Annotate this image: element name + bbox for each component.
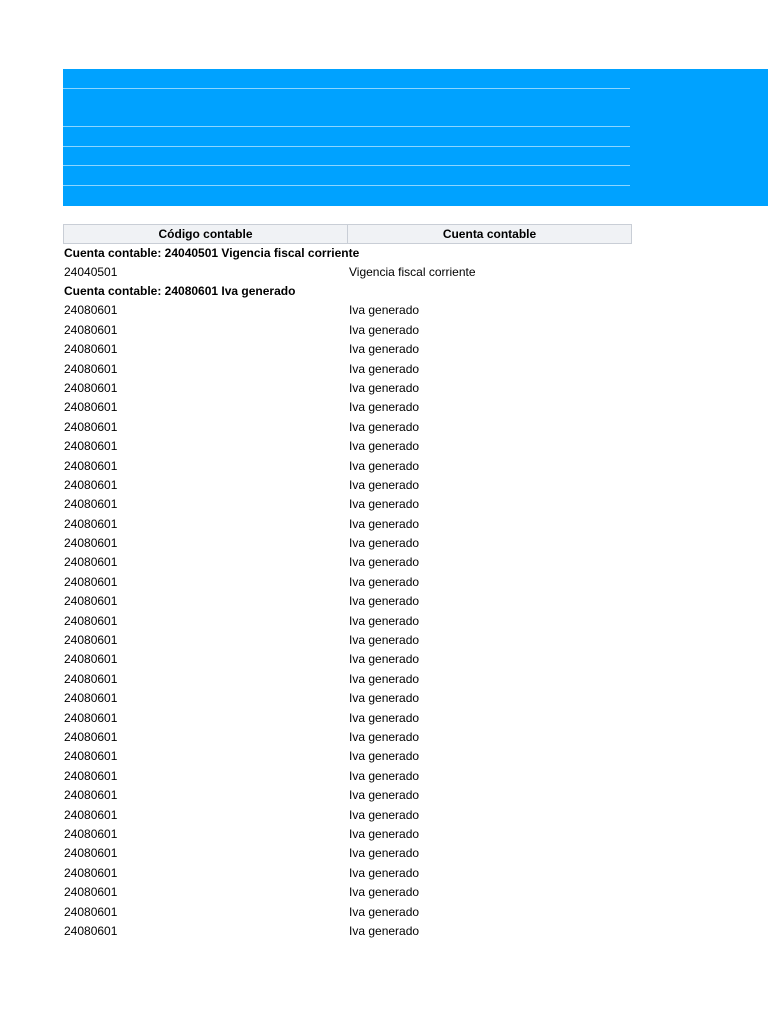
table-row [63, 457, 632, 476]
cell-codigo: 24080601 [64, 322, 118, 337]
table-row [63, 844, 632, 863]
table-row [63, 553, 632, 572]
table-row [63, 922, 632, 941]
header-divider [63, 126, 630, 127]
cell-cuenta: Iva generado [349, 691, 420, 706]
cell-codigo: 24080601 [64, 652, 118, 667]
cell-cuenta: Iva generado [349, 555, 420, 570]
cell-cuenta: Iva generado [349, 788, 420, 803]
table-row [63, 767, 632, 786]
table-row [63, 650, 632, 669]
header-divider [63, 185, 630, 186]
cell-codigo: 24080601 [64, 729, 118, 744]
cell-cuenta: Vigencia fiscal corriente [349, 265, 476, 279]
table-row [63, 728, 632, 747]
table-row [63, 883, 632, 902]
cell-codigo: 24080601 [64, 574, 118, 589]
cell-cuenta: Iva generado [349, 322, 420, 337]
cell-codigo: 24080601 [64, 342, 118, 357]
cell-cuenta: Iva generado [349, 613, 420, 628]
table-row [63, 437, 632, 456]
cell-cuenta: Iva generado [349, 439, 420, 454]
table-row [63, 379, 632, 398]
cell-codigo: 24080601 [64, 749, 118, 764]
cell-cuenta: Iva generado [349, 594, 420, 609]
table-row [63, 747, 632, 766]
cell-codigo: 24080601 [64, 439, 118, 454]
accounts-table [63, 224, 632, 941]
cell-cuenta: Iva generado [349, 400, 420, 415]
cell-cuenta: Iva generado [349, 671, 420, 686]
header-divider [63, 88, 630, 89]
table-row [63, 670, 632, 689]
report-header-band [63, 69, 768, 206]
table-row [63, 321, 632, 340]
cell-codigo: 24080601 [64, 380, 118, 395]
table-row [63, 476, 632, 495]
cell-cuenta: Iva generado [349, 380, 420, 395]
table-row [63, 534, 632, 553]
group-title: Cuenta contable: 24040501 Vigencia fiscal corriente [64, 246, 360, 260]
cell-codigo: 24080601 [64, 477, 118, 492]
table-row [63, 301, 632, 320]
table-row [63, 418, 632, 437]
cell-cuenta: Iva generado [349, 904, 420, 919]
cell-codigo: 24080601 [64, 536, 118, 551]
cell-cuenta: Iva generado [349, 807, 420, 822]
cell-cuenta: Iva generado [349, 749, 420, 764]
cell-codigo: 24080601 [64, 923, 118, 938]
cell-cuenta: Iva generado [349, 865, 420, 880]
cell-codigo: 24080601 [64, 865, 118, 880]
cell-codigo: 24080601 [64, 846, 118, 861]
cell-cuenta: Iva generado [349, 303, 420, 318]
table-row [63, 398, 632, 417]
cell-codigo: 24080601 [64, 613, 118, 628]
cell-cuenta: Iva generado [349, 885, 420, 900]
cell-codigo: 24080601 [64, 516, 118, 531]
cell-codigo: 24080601 [64, 594, 118, 609]
cell-codigo: 24080601 [64, 826, 118, 841]
table-row [63, 631, 632, 650]
table-row [63, 573, 632, 592]
table-row [63, 825, 632, 844]
cell-codigo: 24080601 [64, 904, 118, 919]
cell-cuenta: Iva generado [349, 826, 420, 841]
header-divider [63, 146, 630, 147]
cell-cuenta: Iva generado [349, 652, 420, 667]
table-row [63, 786, 632, 805]
table-row [63, 515, 632, 534]
cell-cuenta: Iva generado [349, 574, 420, 589]
column-header-cuenta: Cuenta contable [442, 227, 537, 241]
cell-codigo: 24080601 [64, 497, 118, 512]
table-row [63, 709, 632, 728]
header-divider [63, 165, 630, 166]
group-title: Cuenta contable: 24080601 Iva generado [64, 284, 296, 299]
cell-codigo: 24080601 [64, 885, 118, 900]
table-row [63, 263, 632, 282]
cell-codigo: 24080601 [64, 671, 118, 686]
table-row [63, 903, 632, 922]
table-body [63, 244, 632, 941]
table-row [63, 592, 632, 611]
cell-cuenta: Iva generado [349, 361, 420, 376]
table-row [63, 689, 632, 708]
cell-codigo: 24080601 [64, 419, 118, 434]
cell-codigo: 24080601 [64, 710, 118, 725]
cell-cuenta: Iva generado [349, 342, 420, 357]
cell-codigo: 24080601 [64, 807, 118, 822]
table-row [63, 360, 632, 379]
table-header-row [63, 224, 632, 244]
table-row [63, 495, 632, 514]
cell-cuenta: Iva generado [349, 458, 420, 473]
cell-cuenta: Iva generado [349, 729, 420, 744]
cell-codigo: 24040501 [64, 265, 118, 279]
cell-cuenta: Iva generado [349, 516, 420, 531]
table-row [63, 864, 632, 883]
table-row [63, 806, 632, 825]
column-header-codigo: Código contable [64, 225, 348, 243]
cell-codigo: 24080601 [64, 458, 118, 473]
cell-codigo: 24080601 [64, 303, 118, 318]
cell-cuenta: Iva generado [349, 477, 420, 492]
table-row [63, 340, 632, 359]
cell-cuenta: Iva generado [349, 419, 420, 434]
cell-codigo: 24080601 [64, 400, 118, 415]
cell-cuenta: Iva generado [349, 497, 420, 512]
cell-cuenta: Iva generado [349, 923, 420, 938]
cell-cuenta: Iva generado [349, 846, 420, 861]
cell-codigo: 24080601 [64, 691, 118, 706]
cell-cuenta: Iva generado [349, 536, 420, 551]
cell-cuenta: Iva generado [349, 633, 420, 648]
cell-cuenta: Iva generado [349, 710, 420, 725]
table-row [63, 612, 632, 631]
cell-cuenta: Iva generado [349, 768, 420, 783]
cell-codigo: 24080601 [64, 361, 118, 376]
cell-codigo: 24080601 [64, 768, 118, 783]
cell-codigo: 24080601 [64, 555, 118, 570]
cell-codigo: 24080601 [64, 788, 118, 803]
cell-codigo: 24080601 [64, 633, 118, 648]
